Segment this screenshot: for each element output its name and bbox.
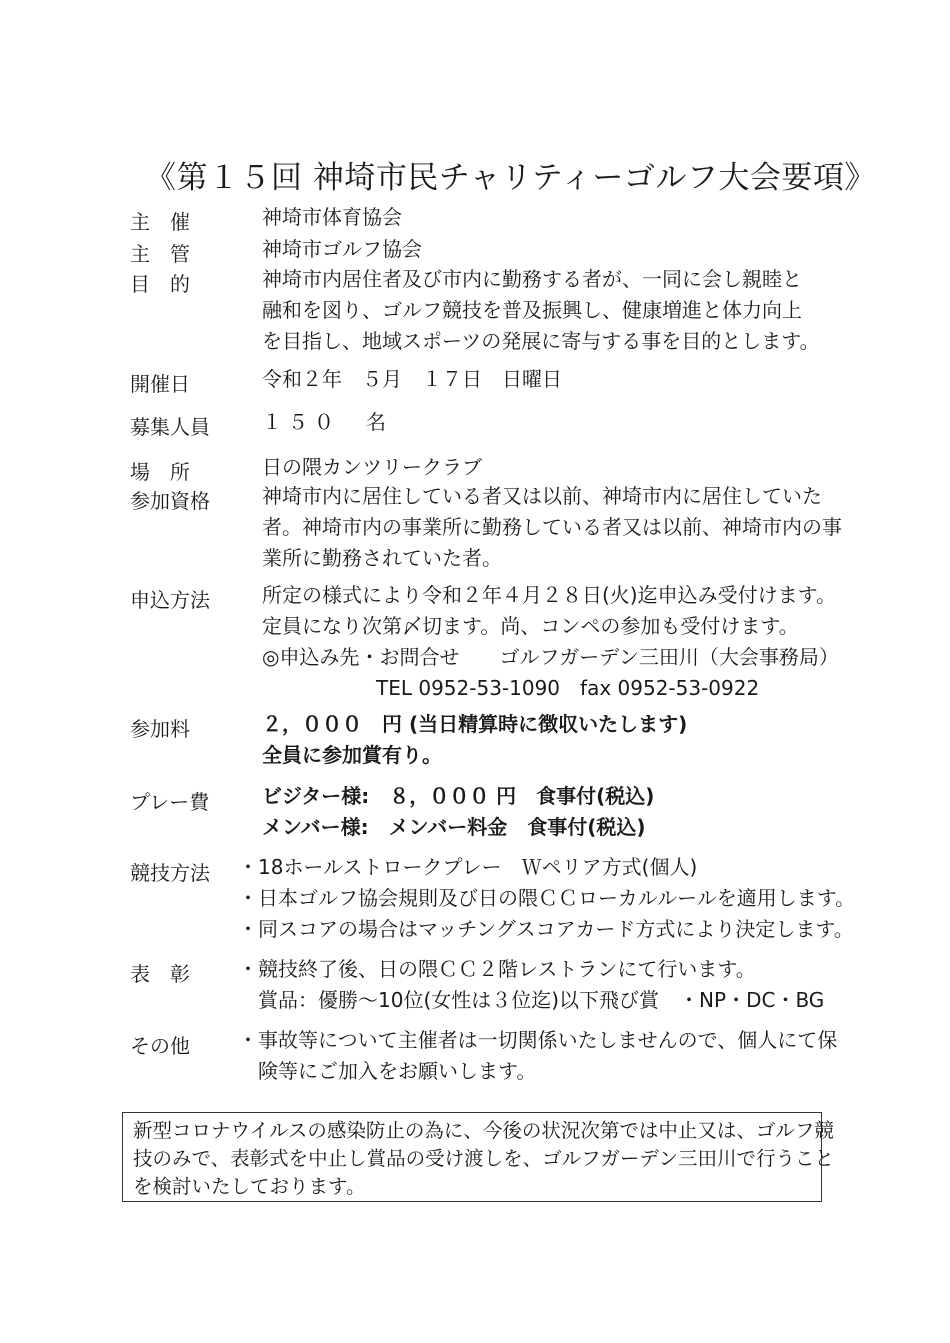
eligibility-line: 者。神埼市内の事業所に勤務している者又は以前、神埼市内の事 — [262, 515, 842, 539]
fee-line: ２，０００ 円 (当日精算時に徴収いたします) — [262, 712, 688, 736]
play-fee-line: ビジター様: ８，０００ 円 食事付(税込) — [262, 784, 655, 808]
label-host: 主 催 — [130, 210, 190, 234]
label-purpose: 目 的 — [130, 272, 190, 296]
play-fee-line: メンバー様: メンバー料金 食事付(税込) — [262, 815, 646, 839]
value-capacity — [262, 407, 392, 438]
value-date — [262, 364, 562, 395]
label-format: 競技方法 — [130, 861, 210, 885]
label-eligibility: 参加資格 — [130, 489, 210, 513]
document-title: 《第１５回 神埼市民チャリティーゴルフ大会要項》 — [145, 160, 876, 196]
application-line: 所定の様式により令和２年４月２８日(火)迄申込み受付けます。 — [262, 583, 837, 607]
covid-notice-box — [122, 1112, 835, 1202]
host-line: 神埼市体育協会 — [262, 205, 402, 229]
purpose-line: 神埼市内居住者及び市内に勤務する者が、一同に会し親睦と — [262, 267, 802, 291]
label-awards: 表 彰 — [130, 962, 190, 986]
capacity-line: １５０ 名 — [262, 410, 392, 434]
awards-line: ・競技終了後、日の隈ＣＣ２階レストランにて行います。 — [238, 957, 756, 981]
other-line: 険等にご加入をお願いします。 — [258, 1059, 537, 1083]
fee-line: 全員に参加賞有り。 — [262, 743, 442, 767]
format-line: ・日本ゴルフ協会規則及び日の隈ＣＣローカルルールを適用します。 — [238, 886, 856, 910]
application-line: ◎申込み先・お問合せ ゴルフガーデン三田川（大会事務局） — [262, 645, 839, 669]
date-line: 令和２年 ５月 １７日 日曜日 — [262, 367, 562, 391]
label-venue: 場 所 — [130, 460, 190, 484]
value-purpose — [262, 264, 820, 357]
value-format — [238, 852, 855, 945]
awards-line: 賞品：優勝～10位(女性は３位迄)以下飛び賞 ・NP・DC・BG — [258, 988, 825, 1012]
notice-line: を検討いたしております。 — [133, 1175, 366, 1198]
value-application — [262, 580, 839, 704]
eligibility-line: 業所に勤務されていた者。 — [262, 546, 502, 570]
value-eligibility — [262, 481, 842, 574]
notice-line: 技のみで、表彰式を中止し賞品の受け渡しを、ゴルフガーデン三田川で行うこと — [133, 1147, 835, 1170]
label-date: 開催日 — [130, 372, 190, 396]
venue-line: 日の隈カンツリークラブ — [262, 455, 482, 479]
application-contact-line: TEL 0952-53-1090 fax 0952-53-0922 — [376, 676, 760, 700]
application-line: 定員になり次第〆切ます。尚、コンペの参加も受付けます。 — [262, 614, 799, 638]
value-host — [262, 202, 402, 233]
value-play-fee — [262, 781, 654, 843]
label-application: 申込方法 — [130, 588, 210, 612]
value-awards — [238, 954, 824, 1016]
other-line: ・事故等について主催者は一切関係いたしませんので、個人にて保 — [238, 1028, 838, 1052]
purpose-line: 融和を図り、ゴルフ競技を普及振興し、健康増進と体力向上 — [262, 298, 802, 322]
label-fee: 参加料 — [130, 717, 190, 741]
value-venue — [262, 452, 482, 483]
value-manager — [262, 234, 422, 265]
notice-line: 新型コロナウイルスの感染防止の為に、今後の状況次第では中止又は、ゴルフ競 — [133, 1119, 834, 1142]
label-manager: 主 管 — [130, 242, 190, 266]
purpose-line: を目指し、地域スポーツの発展に寄与する事を目的とします。 — [262, 329, 820, 353]
label-play-fee: プレー費 — [130, 790, 210, 814]
label-capacity: 募集人員 — [130, 415, 210, 439]
format-line: ・18ホールストロークプレー Ｗペリア方式(個人) — [238, 855, 698, 879]
value-other — [238, 1025, 837, 1087]
manager-line: 神埼市ゴルフ協会 — [262, 237, 422, 261]
label-other: その他 — [130, 1034, 190, 1058]
value-fee — [262, 709, 687, 771]
eligibility-line: 神埼市内に居住している者又は以前、神埼市内に居住していた — [262, 484, 822, 508]
format-line: ・同スコアの場合はマッチングスコアカード方式により決定します。 — [238, 917, 854, 941]
